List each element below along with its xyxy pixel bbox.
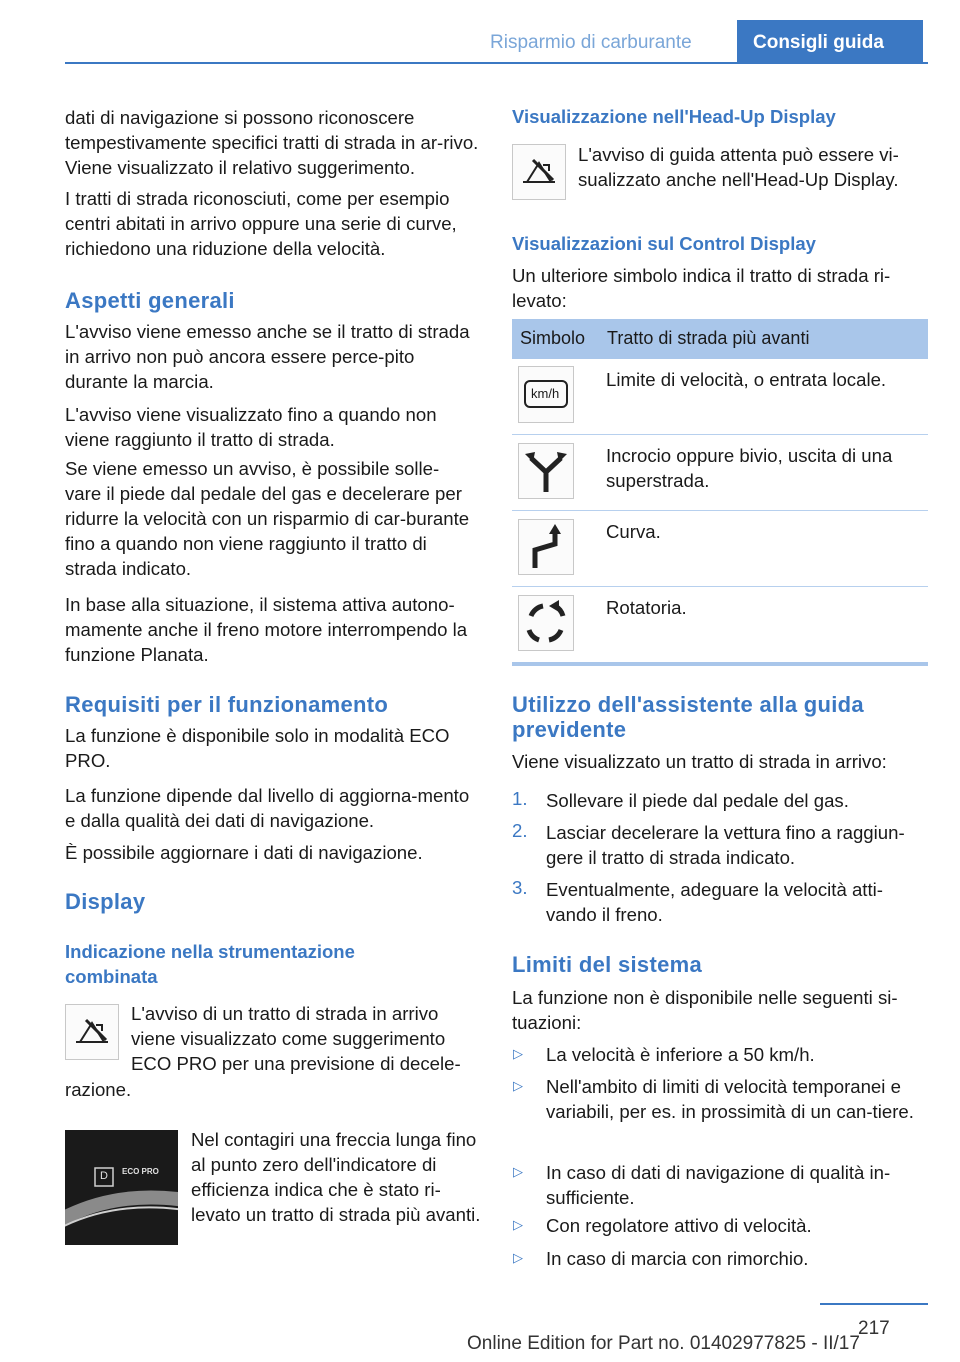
step-text: Lasciar decelerare la vettura fino a raggiun-gere il tratto di strada indicato. <box>546 822 905 868</box>
table-cell: Incrocio oppure bivio, uscita di una superstrada. <box>606 445 893 491</box>
paragraph: razione. <box>65 1079 132 1100</box>
bullet-text: In caso di marcia con rimorchio. <box>546 1248 809 1269</box>
step-number: 2. <box>512 820 528 841</box>
section-title: Risparmio di carburante <box>490 32 692 53</box>
bullet-text: Nell'ambito di limiti di velocità temporanei e variabili, per es. in prossimità di un can-tiere. <box>546 1076 914 1122</box>
bullet-icon: ▷ <box>513 1164 523 1179</box>
chapter-tab: Consigli guida <box>737 20 923 64</box>
paragraph: Se viene emesso un avviso, è possibile solle-vare il piede dal pedale del gas e decelerare per ridurre la velocità con un risparmio di car-burante fino a quando non viene raggiunto il tratto di strada indicato. <box>65 458 470 579</box>
paragraph: La funzione è disponibile solo in modalità ECO PRO. <box>65 725 450 771</box>
heading-general: Aspetti generali <box>65 288 235 313</box>
attention-icon <box>512 144 566 200</box>
paragraph: L'avviso di guida attenta può essere vi-sualizzato anche nell'Head-Up Display. <box>578 144 899 190</box>
page-header <box>0 0 960 64</box>
heading-instrument-cluster: Indicazione nella strumentazione combinata <box>65 941 355 987</box>
speed-limit-icon <box>518 366 574 423</box>
paragraph: Viene visualizzato un tratto di strada in arrivo: <box>512 751 887 772</box>
table-divider <box>512 434 928 435</box>
table-cell: Limite di velocità, o entrata locale. <box>606 369 887 390</box>
table-divider <box>512 510 928 511</box>
paragraph: L'avviso viene emesso anche se il tratto di strada in arrivo non può ancora essere perce-pito durante la marcia. <box>65 321 470 392</box>
paragraph: È possibile aggiornare i dati di navigazione. <box>65 842 423 863</box>
gear-indicator: D <box>100 1170 108 1182</box>
paragraph: I tratti di strada riconosciuti, come per esempio centri abitati in arrivo oppure una serie di curve, richiedono una riduzione della velocità. <box>65 188 457 259</box>
junction-icon <box>518 443 574 499</box>
bullet-text: In caso di dati di navigazione di qualità in-sufficiente. <box>546 1162 891 1208</box>
heading-usage: Utilizzo dell'assistente alla guida previdente <box>512 692 864 742</box>
header-rule <box>65 62 928 64</box>
page-number: 217 <box>858 1318 890 1339</box>
heading-system-limits: Limiti del sistema <box>512 952 703 977</box>
paragraph: L'avviso viene visualizzato fino a quando non viene raggiunto il tratto di strada. <box>65 404 437 450</box>
edition-note: Online Edition for Part no. 01402977825 - II/17 <box>467 1333 860 1354</box>
instrument-cluster-photo <box>65 1130 178 1245</box>
bullet-icon: ▷ <box>513 1078 523 1093</box>
heading-control-display: Visualizzazioni sul Control Display <box>512 233 816 254</box>
bullet-text: La velocità è inferiore a 50 km/h. <box>546 1044 815 1065</box>
column-header-road: Tratto di strada più avanti <box>607 328 810 348</box>
heading-display: Display <box>65 889 146 914</box>
table-header <box>512 319 928 359</box>
bullet-text: Con regolatore attivo di velocità. <box>546 1215 812 1236</box>
paragraph: Un ulteriore simbolo indica il tratto di strada ri-levato: <box>512 265 891 311</box>
paragraph: dati di navigazione si possono riconoscere tempestivamente specifici tratti di strada in ar-rivo. Viene visualizzato il relativo suggerimento. <box>65 107 479 178</box>
paragraph: La funzione dipende dal livello di aggiorna-mento e dalla qualità dei dati di navigazione. <box>65 785 470 831</box>
step-text: Eventualmente, adeguare la velocità atti-vando il freno. <box>546 879 883 925</box>
table-cell: Rotatoria. <box>606 597 687 618</box>
heading-hud: Visualizzazione nell'Head-Up Display <box>512 106 836 127</box>
roundabout-icon <box>518 595 574 651</box>
table-cell: Curva. <box>606 521 661 542</box>
paragraph: In base alla situazione, il sistema attiva autono-mamente anche il freno motore interrompendo la funzione Planata. <box>65 594 468 665</box>
eco-pro-label: ECO PRO <box>122 1167 159 1176</box>
bullet-icon: ▷ <box>513 1250 523 1265</box>
step-text: Sollevare il piede dal pedale del gas. <box>546 790 849 811</box>
bullet-icon: ▷ <box>513 1217 523 1232</box>
attention-icon <box>65 1004 119 1060</box>
speed-limit-icon-text: km/h <box>531 386 560 401</box>
step-number: 3. <box>512 877 528 898</box>
paragraph: L'avviso di un tratto di strada in arrivo viene visualizzato come suggerimento ECO PRO per una previsione di decele- <box>131 1003 461 1074</box>
column-header-symbol: Simbolo <box>520 328 586 348</box>
table-end-rule <box>512 662 928 666</box>
paragraph: Nel contagiri una freccia lunga fino al punto zero dell'indicatore di efficienza indica che è stato ri-levato un tratto di strada più avanti. <box>191 1129 481 1225</box>
step-number: 1. <box>512 788 528 809</box>
bullet-icon: ▷ <box>513 1046 523 1061</box>
curve-icon <box>518 519 574 575</box>
heading-requirements: Requisiti per il funzionamento <box>65 692 389 717</box>
paragraph: La funzione non è disponibile nelle seguenti si-tuazioni: <box>512 987 898 1033</box>
table-divider <box>512 586 928 587</box>
footer-rule <box>820 1303 928 1305</box>
